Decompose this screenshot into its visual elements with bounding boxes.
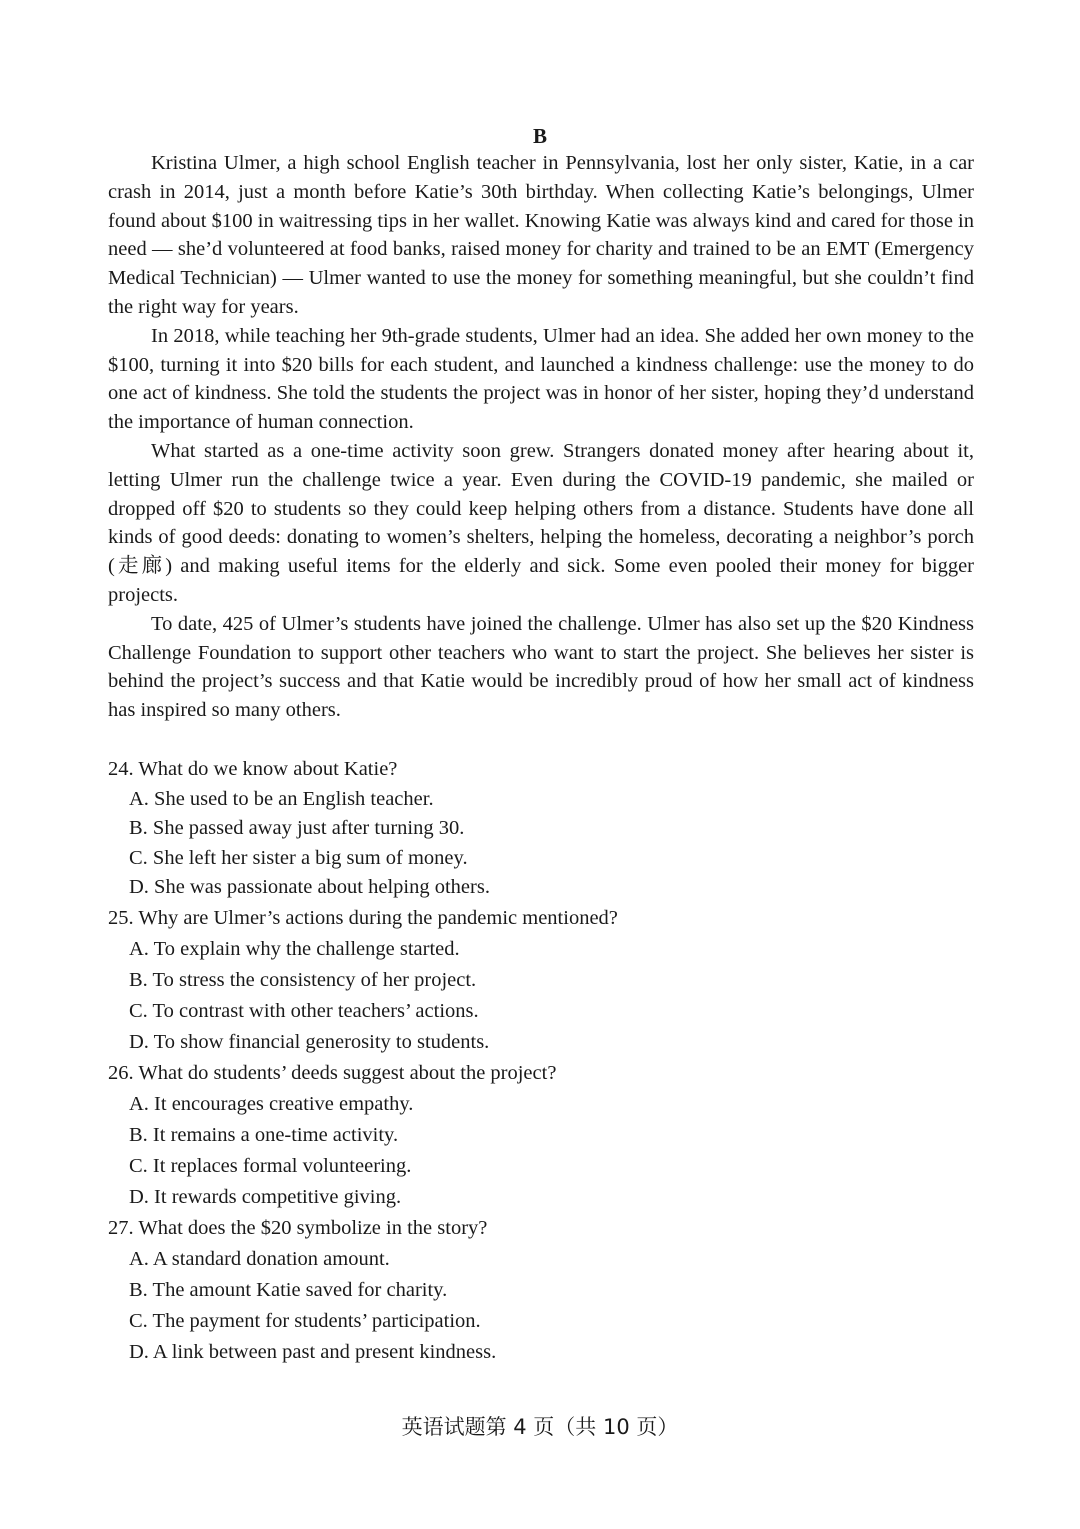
option-b: B. The amount Katie saved for charity. (129, 1278, 448, 1301)
question-27 (108, 1213, 974, 1368)
option-d: D. A link between past and present kindness. (129, 1340, 497, 1363)
option-b: B. She passed away just after turning 30. (129, 817, 465, 839)
passage-paragraph: To date, 425 of Ulmer’s students have joined the challenge. Ulmer has also set up the $20 Kindness Challenge Foundation to support other teachers who want to start the project. She believes her sister is behind the project’s success and that Katie would be incredibly proud of how her small act of kindness has inspired so many others. (108, 612, 974, 722)
option-a: A. It encourages creative empathy. (129, 1092, 414, 1115)
passage-paragraph: In 2018, while teaching her 9th-grade students, Ulmer had an idea. She added her own money to the $100, turning it into $20 bills for each student, and launched a kindness challenge: use the money to do one act of kindness. She told the students the project was in honor of her sister, hoping they’d understand the importance of human connection. (108, 324, 974, 434)
question-25 (108, 903, 974, 1058)
option-a: A. To explain why the challenge started. (129, 937, 460, 960)
option-list (108, 785, 974, 903)
option-list (108, 1244, 974, 1368)
option-c: C. The payment for students’ participation. (129, 1309, 481, 1332)
section-title: B (532, 124, 547, 148)
option-list (108, 1089, 974, 1213)
reading-passage (108, 149, 974, 725)
question-stem: 24. What do we know about Katie? (108, 758, 398, 780)
question-stem: 25. Why are Ulmer’s actions during the pandemic mentioned? (108, 906, 618, 929)
option-c: C. She left her sister a big sum of money. (129, 846, 468, 869)
page-footer: 英语试题第 4 页（共 10 页） (401, 1415, 679, 1439)
option-a: A. She used to be an English teacher. (129, 787, 434, 810)
option-d: D. To show financial generosity to students. (129, 1030, 490, 1053)
passage-paragraph: What started as a one-time activity soon grew. Strangers donated money after hearing about it, letting Ulmer run the challenge twice a year. Even during the COVID-19 pandemic, she mailed or dropped off $20 to students so they could keep helping others from a distance. Students have done all kinds of good deeds: donating to women’s shelters, helping the homeless, decorating a neighbor’s porch (走廊) and making useful items for the elderly and sick. Some even pooled their money for bigger projects. (108, 439, 974, 606)
question-24 (108, 755, 974, 903)
option-d: D. It rewards competitive giving. (129, 1185, 402, 1208)
option-b: B. To stress the consistency of her project. (129, 968, 477, 991)
question-26 (108, 1058, 974, 1213)
option-a: A. A standard donation amount. (129, 1247, 390, 1270)
question-stem: 27. What does the $20 symbolize in the story? (108, 1216, 488, 1239)
question-stem: 26. What do students’ deeds suggest about the project? (108, 1061, 557, 1084)
question-list (108, 755, 974, 1368)
passage-paragraph: Kristina Ulmer, a high school English teacher in Pennsylvania, lost her only sister, Katie, in a car crash in 2014, just a month before Katie’s 30th birthday. When collecting Katie’s belongings, Ulmer found about $100 in waitressing tips in her wallet. Knowing Katie was always kind and cared for those in need — she’d volunteered at food banks, raised money for charity and trained to be an EMT (Emergency Medical Technician) — Ulmer wanted to use the money for something meaningful, but she couldn’t find the right way for years. (108, 152, 974, 318)
option-d: D. She was passionate about helping others. (129, 876, 490, 898)
option-list (108, 934, 974, 1058)
option-c: C. It replaces formal volunteering. (129, 1154, 412, 1177)
option-b: B. It remains a one-time activity. (129, 1123, 399, 1146)
option-c: C. To contrast with other teachers’ actions. (129, 999, 479, 1022)
